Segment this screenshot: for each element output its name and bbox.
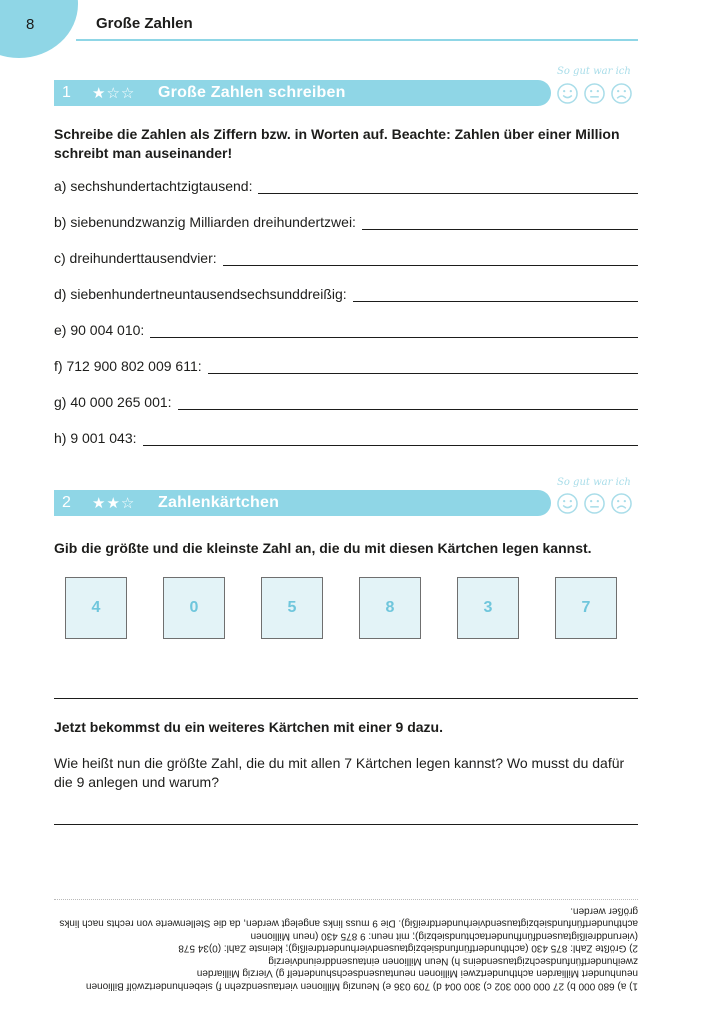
- number-card[interactable]: 0: [163, 577, 225, 639]
- smile-icon[interactable]: [557, 83, 578, 104]
- self-rating-label: So gut war ich: [557, 477, 631, 488]
- solution-line-2: 2) Größte Zahl: 875 430 (achthundertfünfundsiebzigtausendvierhundertdreißig); kleinste Zahl: (0)34 578 (vierunddreißigtausendfünfhundertachtundsiebzig); mit neun: 9 875 430 (neun Millionen achthundertfünfundsiebzigtausendvierhundertdreißig). Die 9 muss links angelegt werden, da die Stellenwerte von rechts nach links größer werden.: [59, 905, 638, 954]
- exercise-label: g) 40 000 265 001:: [54, 394, 172, 410]
- section-2-instruction: Gib die größte und die kleinste Zahl an, die du mit diesen Kärtchen legen kannst.: [54, 540, 592, 556]
- page-number: 8: [26, 16, 35, 33]
- exercise-row-g: [54, 394, 638, 410]
- exercise-label: f) 712 900 802 009 611:: [54, 358, 202, 374]
- difficulty-stars: ★★☆: [92, 495, 136, 512]
- exercise-label: d) siebenhundertneuntausendsechsunddreißig:: [54, 286, 347, 302]
- answer-line[interactable]: [54, 824, 638, 825]
- exercise-row-c: [54, 250, 638, 266]
- section-2-header: [54, 490, 551, 516]
- exercise-label: b) siebenundzwanzig Milliarden dreihundertzwei:: [54, 214, 356, 230]
- section-number: 1: [62, 84, 71, 101]
- answer-line[interactable]: [223, 251, 638, 266]
- exercise-row-h: [54, 430, 638, 446]
- follow-up-text: Jetzt bekommst du ein weiteres Kärtchen mit einer 9 dazu.: [54, 719, 443, 735]
- section-1-header: [54, 80, 551, 106]
- section-number: 2: [62, 494, 71, 511]
- section-1-instruction: Schreibe die Zahlen als Ziffern bzw. in Worten auf. Beachte: Zahlen über einer Million schreibt man auseinander!: [54, 126, 620, 161]
- frown-icon[interactable]: [611, 493, 632, 514]
- number-card[interactable]: 7: [555, 577, 617, 639]
- section-title: Zahlenkärtchen: [158, 494, 280, 511]
- exercise-row-d: [54, 286, 638, 302]
- answer-line[interactable]: [258, 179, 638, 194]
- solution-block: [54, 904, 638, 992]
- answer-line[interactable]: [54, 698, 638, 699]
- neutral-icon[interactable]: [584, 83, 605, 104]
- answer-line[interactable]: [208, 359, 638, 374]
- answer-line[interactable]: [150, 323, 638, 338]
- self-rating-group: [557, 493, 632, 514]
- exercise-row-e: [54, 322, 638, 338]
- self-rating-label: So gut war ich: [557, 66, 631, 77]
- exercise-row-b: [54, 214, 638, 230]
- page-header-title: Große Zahlen: [96, 15, 193, 32]
- header-divider: [76, 39, 638, 41]
- exercise-row-a: [54, 178, 638, 194]
- answer-line[interactable]: [143, 431, 638, 446]
- solution-line-1: 1) a) 680 000 b) 27 000 000 302 c) 300 004 d) 709 036 e) Neunzig Millionen viertausendzehn f) siebenhundertzwölf Billionen neunhundert Milliarden achthundertzwei Millionen neuntausendsechshundertelf g) Vierzig Milliarden zweihundertfünfundsechzigtausendeins h) Neun Millionen eintausenddreiundvierzig: [85, 955, 638, 992]
- footer-divider: [54, 899, 638, 901]
- question-text: Wie heißt nun die größte Zahl, die du mit allen 7 Kärtchen legen kannst? Wo musst du dafür die 9 anlegen und warum?: [54, 755, 625, 790]
- page-number-badge: [0, 0, 78, 58]
- exercise-label: a) sechshundertachtzigtausend:: [54, 178, 253, 194]
- neutral-icon[interactable]: [584, 493, 605, 514]
- exercise-label: c) dreihunderttausendvier:: [54, 250, 217, 266]
- exercise-row-f: [54, 358, 638, 374]
- self-rating-group: [557, 83, 632, 104]
- number-cards: [65, 577, 617, 639]
- smile-icon[interactable]: [557, 493, 578, 514]
- section-title: Große Zahlen schreiben: [158, 84, 346, 101]
- number-card[interactable]: 5: [261, 577, 323, 639]
- number-card[interactable]: 4: [65, 577, 127, 639]
- number-card[interactable]: 3: [457, 577, 519, 639]
- answer-line[interactable]: [362, 215, 638, 230]
- number-card[interactable]: 8: [359, 577, 421, 639]
- difficulty-stars: ★☆☆: [92, 85, 136, 102]
- exercise-label: e) 90 004 010:: [54, 322, 145, 338]
- answer-line[interactable]: [178, 395, 638, 410]
- answer-line[interactable]: [353, 287, 638, 302]
- frown-icon[interactable]: [611, 83, 632, 104]
- exercise-label: h) 9 001 043:: [54, 430, 137, 446]
